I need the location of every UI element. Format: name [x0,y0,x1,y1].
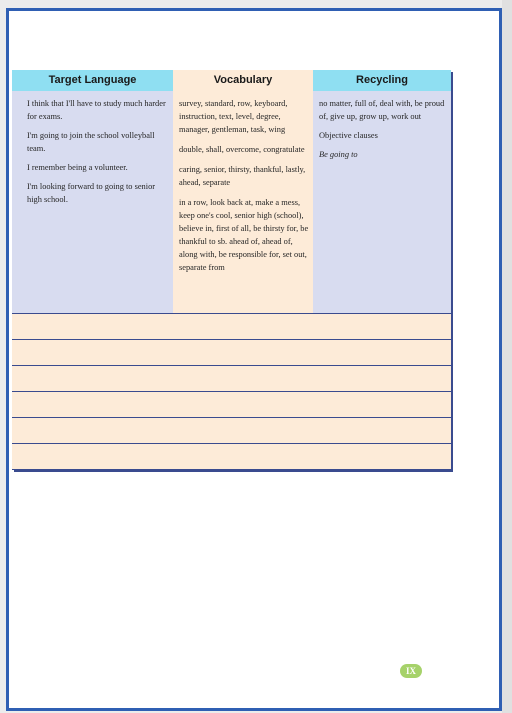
vocabulary-item: caring, senior, thirsty, thankful, lastly, ahead, separate [179,165,306,187]
blank-table-row [12,340,451,366]
table-header-row [12,70,451,91]
blank-table-row [12,392,451,418]
recycling-item: Objective clauses [319,131,378,140]
page-number-badge: IX [400,664,422,678]
blank-table-row [12,366,451,392]
vocabulary-item: in a row, look back at, make a mess, keep one's cool, senior high (school), believe in, first of all, be thirsty for, be thankful to sb. ahead of, ahead of, along with, be responsible for, set out, separate from [179,198,309,272]
header-vocabulary: Vocabulary [173,70,313,91]
header-target-language: Target Language [12,70,173,91]
target-language-item: I'm going to join the school volleyball team. [27,131,155,153]
target-language-item: I remember being a volunteer. [27,163,128,172]
target-language-item: I think that I'll have to study much harder for exams. [27,99,166,121]
recycling-item: Be going to [319,150,358,159]
vocabulary-item: double, shall, overcome, congratulate [179,145,305,154]
recycling-item: no matter, full of, deal with, be proud of, give up, grow up, work out [319,99,445,121]
blank-table-row [12,444,451,470]
table-content-row [12,91,451,314]
blank-table-row [12,418,451,444]
target-language-item: I'm looking forward to going to senior high school. [27,182,156,204]
target-language-column [12,91,173,313]
page-edge-strip [502,0,512,713]
vocabulary-column [173,91,313,313]
blank-table-row [12,314,451,340]
recycling-column [313,91,451,313]
header-recycling: Recycling [313,70,451,91]
unit-overview-table [12,70,451,470]
document-page [6,8,502,711]
vocabulary-item: survey, standard, row, keyboard, instruction, text, level, degree, manager, gentleman, task, wing [179,99,288,134]
